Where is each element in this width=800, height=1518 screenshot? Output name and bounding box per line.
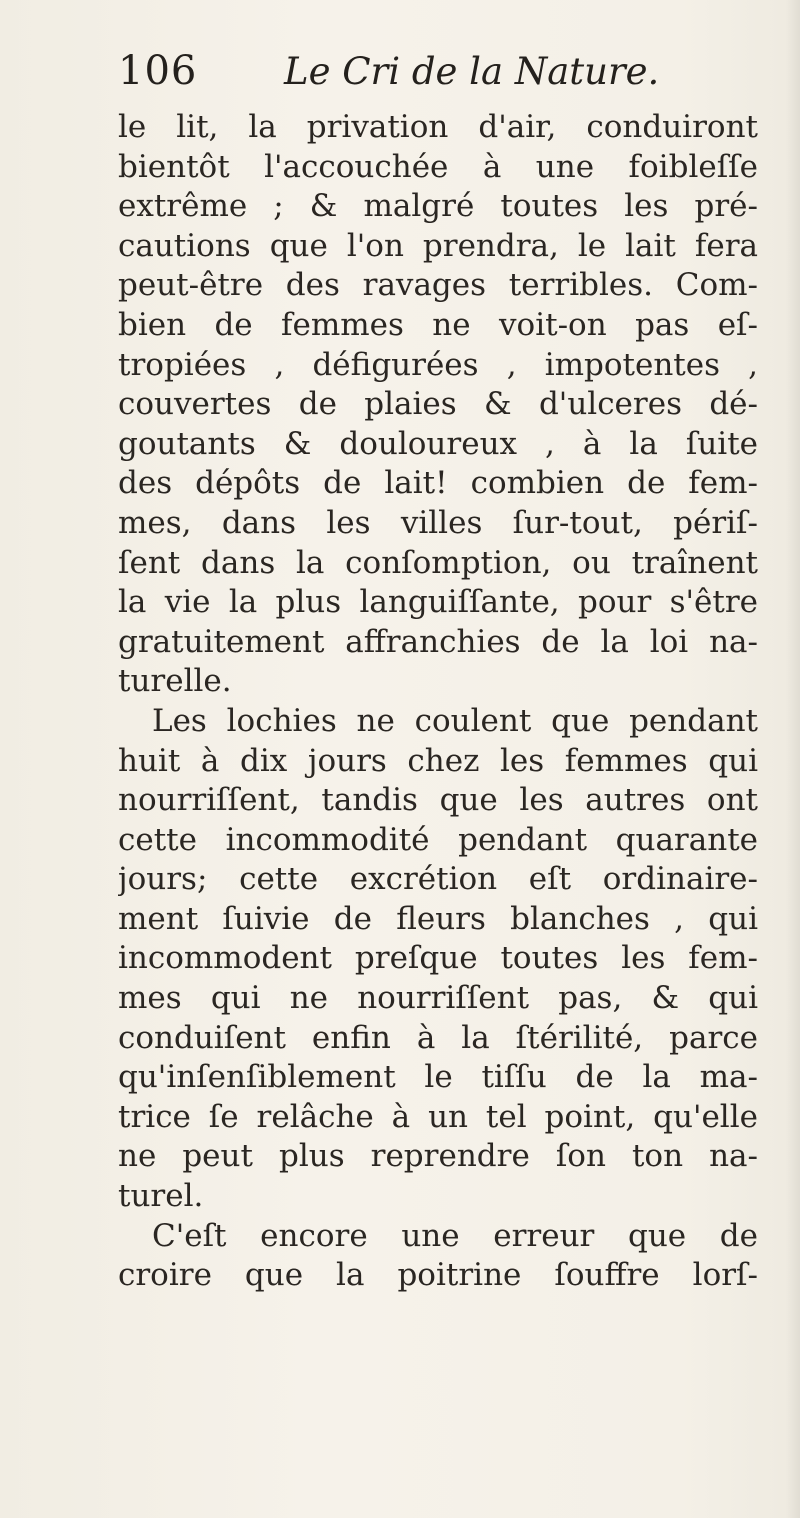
text-line: cautions que l'on prendra, le lait fera	[118, 227, 758, 264]
text-line: bien de femmes ne voit-on pas eſ-	[118, 306, 758, 343]
text-line: peut-être des ravages terribles. Com-	[118, 267, 758, 304]
text-line: huit à dix jours chez les femmes qui	[118, 742, 758, 779]
running-title: Le Cri de la Nature.	[284, 50, 660, 93]
text-line: nourriſſent, tandis que les autres ont	[118, 782, 758, 819]
paragraph-start-line: Les lochies ne coulent que pendant	[152, 702, 758, 739]
text-line: mes, dans les villes ſur-tout, périſ-	[118, 504, 758, 541]
text-line: turelle.	[118, 663, 232, 700]
page-header	[118, 48, 758, 108]
text-line: incommodent preſque toutes les fem-	[118, 940, 758, 977]
text-line: la vie la plus languiſſante, pour s'être	[118, 584, 758, 621]
page-number: 106	[118, 48, 198, 94]
body-text	[118, 108, 758, 1296]
text-line: jours; cette excrétion eſt ordinaire-	[118, 861, 758, 898]
text-line: cette incommodité pendant quarante	[118, 821, 758, 858]
text-line: conduiſent enfin à la ſtérilité, parce	[118, 1019, 758, 1056]
page-edge-shadow	[786, 0, 800, 1518]
text-line: le lit, la privation d'air, conduiront	[118, 109, 758, 145]
text-line: trice ſe relâche à un tel point, qu'elle	[118, 1098, 758, 1135]
text-line: ſent dans la conſomption, ou traînent	[118, 544, 758, 581]
text-line: qu'inſenſiblement le tiſſu de la ma-	[118, 1059, 758, 1096]
text-line: bientôt l'accouchée à une foibleſſe	[118, 148, 758, 185]
text-line: des dépôts de lait! combien de fem-	[118, 465, 758, 502]
text-line: gratuitement affranchies de la loi na-	[118, 623, 758, 660]
text-line: tropiées , défigurées , impotentes ,	[118, 346, 758, 383]
text-line: mes qui ne nourriſſent pas, & qui	[118, 980, 758, 1017]
text-line: croire que la poitrine ſouffre lorſ-	[118, 1257, 758, 1294]
text-line: couvertes de plaies & d'ulceres dé-	[118, 386, 758, 423]
text-line: ne peut plus reprendre ſon ton na-	[118, 1138, 758, 1175]
text-line: goutants & douloureux , à la ſuite	[118, 425, 758, 462]
text-line: ment ſuivie de fleurs blanches , qui	[118, 900, 758, 937]
paragraph-start-line: C'eſt encore une erreur que de	[152, 1217, 758, 1254]
text-line: turel.	[118, 1178, 204, 1215]
text-line: extrême ; & malgré toutes les pré-	[118, 188, 758, 225]
